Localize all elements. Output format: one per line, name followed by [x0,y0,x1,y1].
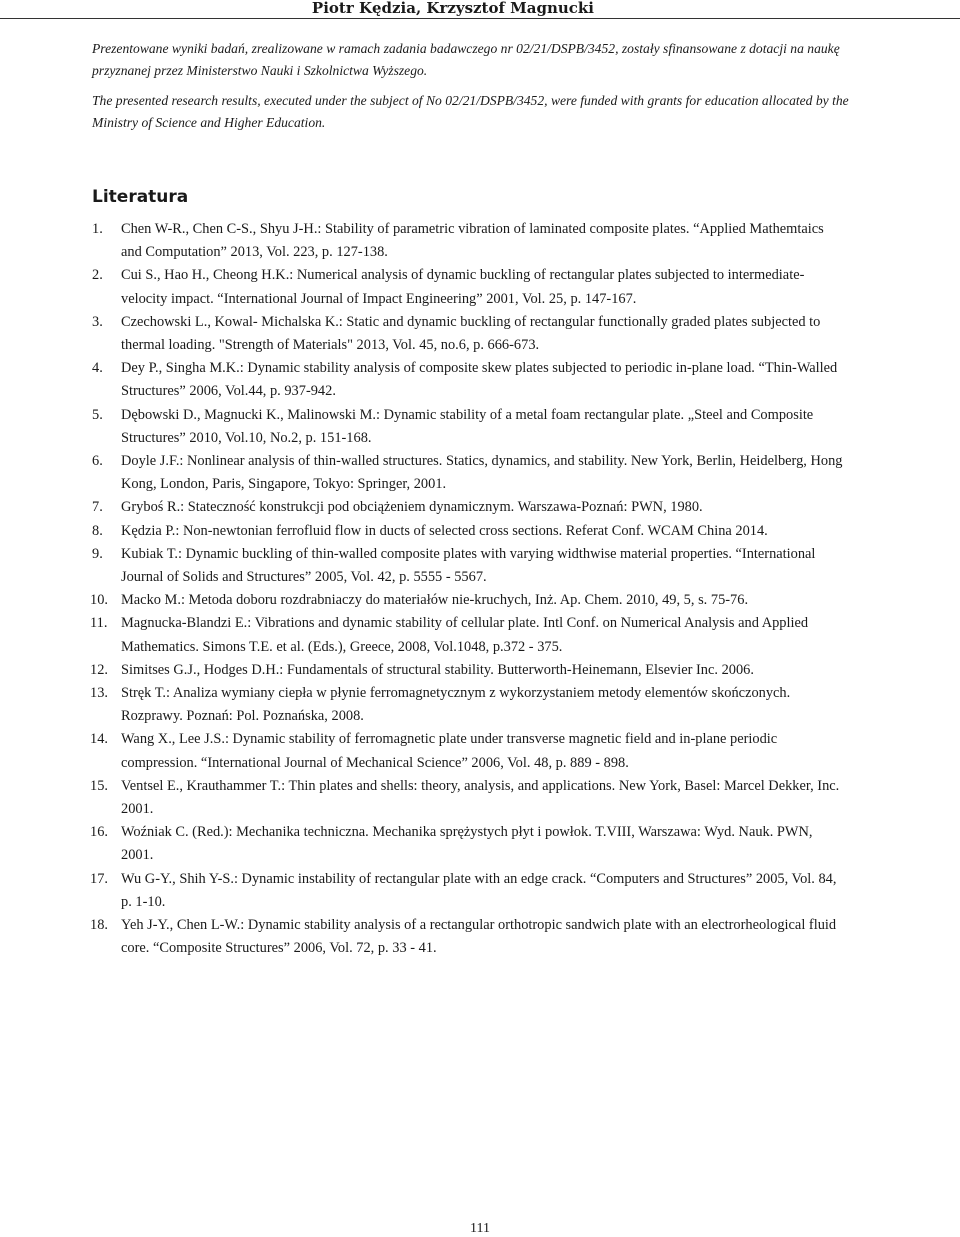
reference-text: Chen W-R., Chen C-S., Shyu J-H.: Stability of parametric vibration of laminated composite plates. “Applied Mathemtaics and Computation” 2013, Vol. 223, p. 127-138. [121,221,824,261]
reference-number: 5. [92,406,103,423]
reference-text: Cui S., Hao H., Cheong H.K.: Numerical analysis of dynamic buckling of rectangular plates subjected to intermediate-velocity impact. “International Journal of Impact Engineering” 2001, Vol. 25, p. 147-167. [121,267,805,307]
reference-number: 12. [90,661,108,678]
reference-text: Ventsel E., Krauthammer T.: Thin plates and shells: theory, analysis, and applications. New York, Basel: Marcel Dekker, Inc. 2001. [121,777,840,818]
reference-text: Wu G-Y., Shih Y-S.: Dynamic instability of rectangular plate with an edge crack. “Computers and Structures” 2005, Vol. 84, p. 1-10. [121,870,837,910]
acknowledgement-english: The presented research results, executed under the subject of No 02/21/DSPB/3452, were funded with grants for education allocated by the Ministry of Science and Higher Education. [92,93,849,130]
reference-text: Gryboś R.: Stateczność konstrukcji pod obciążeniem dynamicznym. Warszawa-Poznań: PWN, 1980. [121,499,703,516]
reference-number: 6. [92,453,103,470]
reference-number: 7. [92,499,103,516]
reference-item [92,218,844,264]
reference-number: 15. [90,777,108,794]
reference-item [92,914,844,960]
reference-list [92,218,844,961]
reference-item [92,589,844,612]
running-header [0,0,960,19]
reference-number: 14. [90,731,108,748]
reference-text: Woźniak C. (Red.): Mechanika techniczna. Mechanika sprężystych płyt i powłok. T.VIII, Warszawa: Wyd. Nauk. PWN, 2001. [121,824,813,864]
reference-number: 3. [92,313,103,330]
reference-text: Dębowski D., Magnucki K., Malinowski M.: Dynamic stability of a metal foam rectangular plate. „Steel and Composite Structures” 2010, Vol.10, No.2, p. 151-168. [121,406,814,446]
reference-item [92,543,844,589]
reference-text: Yeh J-Y., Chen L-W.: Dynamic stability analysis of a rectangular orthotropic sandwich plate with an electrorheological fluid core. “Composite Structures” 2006, Vol. 72, p. 33 - 41. [121,917,837,957]
reference-text: Magnucka-Blandzi E.: Vibrations and dynamic stability of cellular plate. Intl Conf. on Numerical Analysis and Applied Mathematics. Simons T.E. et al. (Eds.), Greece, 2008, Vol.1048, p.372 - 375. [121,615,809,655]
reference-item [92,868,844,914]
reference-text: Simitses G.J., Hodges D.H.: Fundamentals of structural stability. Butterworth-Heinemann, Elsevier Inc. 2006. [121,661,754,678]
reference-text: Kubiak T.: Dynamic buckling of thin-walled composite plates with varying widthwise material properties. “International Journal of Solids and Structures” 2005, Vol. 42, p. 5555 - 5567. [121,545,816,586]
reference-item [92,404,844,450]
reference-item [92,496,844,519]
acknowledgement-polish: Prezentowane wyniki badań, zrealizowane w ramach zadania badawczego nr 02/21/DSPB/3452, zostały sfinansowane z dotacji na naukę przyznanej przez Ministerstwo Nauki i Szkolnictwa Wyższego. [92,41,840,78]
reference-number: 10. [90,592,108,609]
page-number: 111 [470,1221,490,1236]
reference-item [92,311,844,357]
reference-item [92,821,844,867]
reference-number: 18. [90,917,108,934]
header-authors: Piotr Kędzia, Krzysztof Magnucki [311,0,594,17]
reference-item [92,775,844,821]
reference-item [92,612,844,658]
literature-heading: Literatura [92,187,189,207]
reference-text: Czechowski L., Kowal- Michalska K.: Static and dynamic buckling of rectangular functionally graded plates subjected to thermal loading. "Strength of Materials" 2013, Vol. 45, no.6, p. 666-673. [121,313,821,354]
reference-number: 1. [92,221,103,237]
reference-item [92,264,844,310]
reference-item [92,659,844,682]
reference-item [92,520,844,543]
reference-number: 11. [90,615,108,632]
reference-number: 8. [92,522,103,539]
reference-text: Macko M.: Metoda doboru rozdrabniaczy do materiałów nie-kruchych, Inż. Ap. Chem. 2010, 49, 5, s. 75-76. [121,592,749,609]
reference-number: 2. [92,267,103,284]
reference-item [92,728,844,774]
reference-number: 4. [92,360,103,377]
reference-text: Wang X., Lee J.S.: Dynamic stability of ferromagnetic plate under transverse magnetic field and in-plane periodic compression. “International Journal of Mechanical Science” 2006, Vol. 48, p. 889 - 898. [121,731,778,771]
reference-number: 13. [90,685,108,702]
reference-item [92,357,844,403]
reference-text: Kędzia P.: Non-newtonian ferrofluid flow in ducts of selected cross sections. Referat Conf. WCAM China 2014. [121,522,768,539]
reference-text: Dey P., Singha M.K.: Dynamic stability analysis of composite skew plates subjected to periodic in-plane load. “Thin-Walled Structures” 2006, Vol.44, p. 937-942. [121,360,838,400]
reference-number: 9. [92,545,103,562]
reference-item [92,450,844,496]
reference-item [92,682,844,728]
reference-number: 17. [90,870,108,887]
reference-text: Stręk T.: Analiza wymiany ciepła w płynie ferromagnetycznym z wykorzystaniem metody elementów skończonych. Rozprawy. Poznań: Pol. Poznańska, 2008. [121,685,791,725]
reference-text: Doyle J.F.: Nonlinear analysis of thin-walled structures. Statics, dynamics, and stability. New York, Berlin, Heidelberg, Hong Kong, London, Paris, Singapore, Tokyo: Springer, 2001. [121,453,843,493]
reference-number: 16. [90,824,108,841]
